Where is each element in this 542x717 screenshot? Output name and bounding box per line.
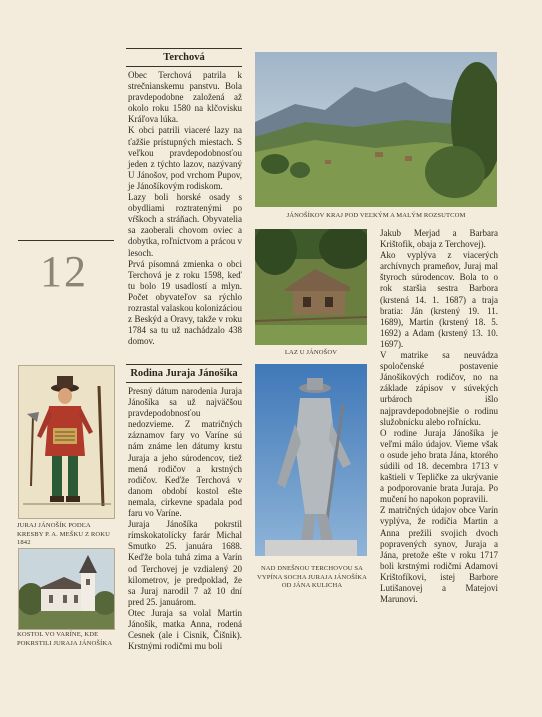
column3-paragraph: Z matričných údajov obce Varín vyplýva, že rodičia Martin a Anna prežili svojich dvoch popravených synov, Juraja a Jána, pretože ešte v roku 1717 boli krstnými rodičmi Adamovi Krištofíkovi, istej Barbore Lutišanovej a Matejovi Marunovi. [380,505,498,605]
section2-bottom-rule [126,382,242,383]
section1-paragraph: K obci patrili viaceré lazy na ťažšie prístupných miestach. S veľkou pravdepodobnosťou jeden z týchto lazov, nazývaný U Jánošov, pod vrchom Pupov, je Jánošíkovým rodiskom. [128,125,242,191]
section1-bottom-rule [126,66,242,67]
column3-paragraph: Jakub Merjad a Barbara Krištofik, obaja z Terchovej). [380,228,498,250]
page-number: 12 [40,247,88,296]
column3-paragraph: V matrike sa neuvádza spoločenské postavenie Jánošíkových rodičov, no na základe zápisov v súvekých urbároch išlo najpravdepodobnejšie o rodinu služobnícku alebo roľnícku. [380,350,498,427]
caption-church: KOSTOL VO VARÍNE, KDE POKRSTILI JURAJA JÁNOŠÍKA [17,631,113,647]
laz-image [255,229,367,345]
section2-title: Rodina Juraja Jánošíka [130,368,238,379]
section2-body [128,386,242,652]
caption-laz: LAZ U JÁNOŠOV [284,349,338,356]
caption-statue: NAD DNEŠNOU TERCHOVOU SA VYPÍNA SOCHA JURAJA JÁNOŠÍKA OD JÁNA KULICHA [257,565,367,590]
section1-paragraph: Lazy boli horské osady s obydliami roztratenými po vŕškoch a stráňach. Obyvatelia sa zaoberali chovom oviec a dobytka, roľníctvom a prácou v lesoch. [128,192,242,258]
column3-paragraph: O rodine Juraja Jánošíka je veľmi málo údajov. Vieme však o osude jeho brata Jána, ktorého súdili od 18. decembra 1713 v kaštieli v Tepličke za ukrývanie a podporovanie brata Juraja. Po mučení ho napokon popravili. [380,427,498,505]
church-image [18,548,115,630]
column3-body [380,228,498,605]
section1-body [128,70,242,347]
caption-landscape: JÁNOŠÍKOV KRAJ POD VEĽKÝM A MALÝM ROZSUTCOM [286,212,466,219]
janosik-painting-image [18,365,115,519]
section2-paragraph: Presný dátum narodenia Juraja Jánošíka sa už najväčšou pravdepodobnosťou nedozvieme. Z matričných záznamov fary vo Varíne sú nám známe len dátumy krstu Juraja a jeho súrodencov, tiež mená rodičov a krstných rodičov. Keďže Terchová v danom období kostol ešte nemala, cirkevne spadala pod faru vo Varíne. [128,386,242,519]
section1-paragraph: Obec Terchová patrila k strečnianskemu panstvu. Bola pravdepodobne založená až okolo roku 1580 na klčovisku Kráľova lúka. [128,70,242,125]
caption-painting: JURAJ JÁNOŠÍK PODĽA KRESBY P. A. MEŠKU Z ROKU 1842 [17,522,110,547]
column3-paragraph: Ako vyplýva z viacerých archívnych prameňov, Juraj mal štyroch súrodencov. Bola to o rok staršia sestra Barbora (krstená 14. 1. 1687) a traja bratia: Ján (krstený 19. 11. 1689), Martin (krstený 18. 5. 1692) a Adam (krstený 13. 10. 1697). [380,250,498,349]
section1-paragraph: Prvá písomná zmienka o obci Terchová je z roku 1598, keď tu bolo 19 usadlostí a mlyn. Počet obyvateľov sa rýchlo rozrastal valaskou kolonizáciou z Beskýd a Oravy, takže v roku 1784 sa tu už nachádzalo 438 domov. [128,258,242,347]
section2-paragraph: Otec Juraja sa volal Martin Jánošík, matka Anna, rodená Cesnek (ale i Cisnik, Čišnik). Krstnými rodičmi mu boli [128,607,242,652]
page-number-rule [18,240,114,241]
section2-top-rule [126,364,242,365]
statue-image [255,364,367,556]
section1-title: Terchová [163,52,205,63]
landscape-image [255,52,497,207]
section1-top-rule [126,48,242,49]
section2-paragraph: Juraja Jánošíka pokrstil rímskokatolícky farár Michal Smutko 25. januára 1688. Keďže bola tuhá zima a Varín od Terchovej je vzdialený 20 kilometrov, je predpoklad, že sa Juraj narodil 7 až 10 dní pred 25. januárom. [128,519,242,607]
